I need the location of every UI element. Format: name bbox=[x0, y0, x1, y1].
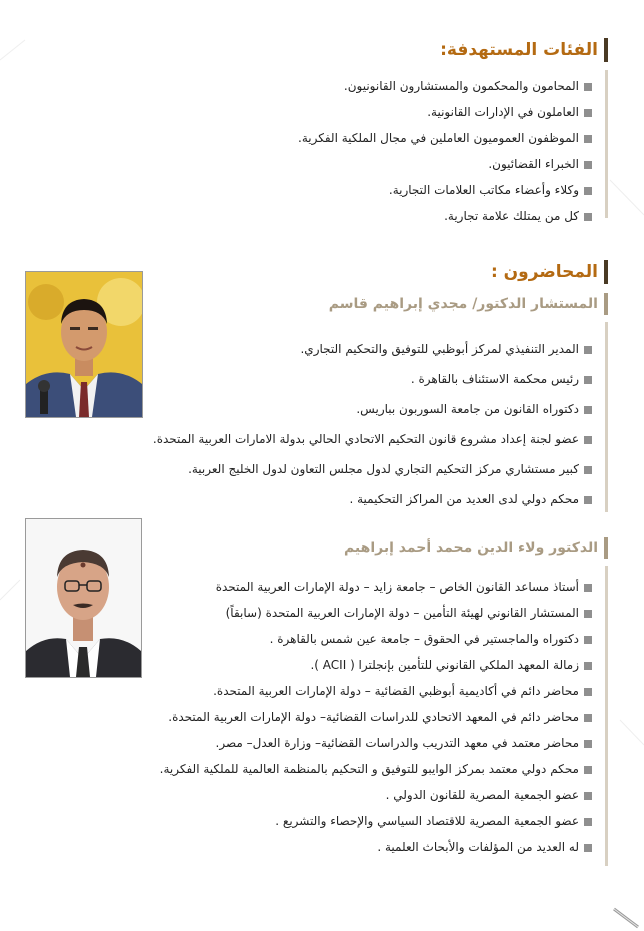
list-item: محكم دولي معتمد بمركز الوايبو للتوفيق و التحكيم بالمنظمة العالمية للملكية الفكرية. bbox=[160, 756, 592, 782]
list-item: محاضر دائم في أكاديمية أبوظبي القضائية – دولة الإمارات العربية المتحدة. bbox=[160, 678, 592, 704]
list-item: أستاذ مساعد القانون الخاص – جامعة زايد – دولة الإمارات العربية المتحدة bbox=[160, 574, 592, 600]
targets-title: الفئات المستهدفة: bbox=[440, 40, 608, 60]
targets-list bbox=[298, 73, 592, 229]
lecturers-title: المحاضرون : bbox=[491, 262, 608, 282]
list-item: كبير مستشاري مركز التحكيم التجاري لدول مجلس التعاون لدول الخليج العربية. bbox=[153, 454, 592, 484]
speaker-1-photo bbox=[25, 271, 143, 418]
list-item: الخبراء القضائيون. bbox=[298, 151, 592, 177]
list-item: له العديد من المؤلفات والأبحاث العلمية . bbox=[160, 834, 592, 860]
speaker-2-divider bbox=[605, 566, 608, 866]
list-item: دكتوراه والماجستير في الحقوق – جامعة عين شمس بالقاهرة . bbox=[160, 626, 592, 652]
pen-decoration bbox=[612, 905, 642, 929]
list-item: عضو لجنة إعداد مشروع قانون التحكيم الاتحادي الحالي بدولة الامارات العربية المتحدة. bbox=[153, 424, 592, 454]
speaker-1-divider bbox=[605, 322, 608, 512]
list-item: العاملون في الإدارات القانونية. bbox=[298, 99, 592, 125]
list-item: رئيس محكمة الاستئناف بالقاهرة . bbox=[153, 364, 592, 394]
list-item: محاضر دائم في المعهد الاتحادي للدراسات القضائية– دولة الإمارات العربية المتحدة. bbox=[160, 704, 592, 730]
list-item: زمالة المعهد الملكي القانوني للتأمين بإنجلترا ( ACII ). bbox=[160, 652, 592, 678]
list-item: المحامون والمحكمون والمستشارون القانونيون. bbox=[298, 73, 592, 99]
targets-divider bbox=[605, 70, 608, 218]
speaker-1-list bbox=[153, 334, 592, 514]
list-item: المدير التنفيذي لمركز أبوظبي للتوفيق والتحكيم التجاري. bbox=[153, 334, 592, 364]
list-item: كل من يمتلك علامة تجارية. bbox=[298, 203, 592, 229]
list-item: محاضر معتمد في معهد التدريب والدراسات القضائية– وزارة العدل– مصر. bbox=[160, 730, 592, 756]
list-item: المستشار القانوني لهيئة التأمين – دولة الإمارات العربية المتحدة (سابقاً) bbox=[160, 600, 592, 626]
speaker-2-name: الدكتور ولاء الدين محمد أحمد إبراهيم bbox=[344, 540, 608, 556]
speaker-2-photo bbox=[25, 518, 142, 678]
speaker-2-list bbox=[160, 574, 592, 860]
list-item: الموظفون العموميون العاملين في مجال الملكية الفكرية. bbox=[298, 125, 592, 151]
list-item: دكتوراه القانون من جامعة السوربون بباريس. bbox=[153, 394, 592, 424]
list-item: عضو الجمعية المصرية للقانون الدولي . bbox=[160, 782, 592, 808]
speaker-1-name: المستشار الدكتور/ مجدي إبراهيم قاسم bbox=[329, 296, 608, 312]
list-item: وكلاء وأعضاء مكاتب العلامات التجارية. bbox=[298, 177, 592, 203]
list-item: محكم دولي لدى العديد من المراكز التحكيمية . bbox=[153, 484, 592, 514]
list-item: عضو الجمعية المصرية للاقتصاد السياسي والإحصاء والتشريع . bbox=[160, 808, 592, 834]
